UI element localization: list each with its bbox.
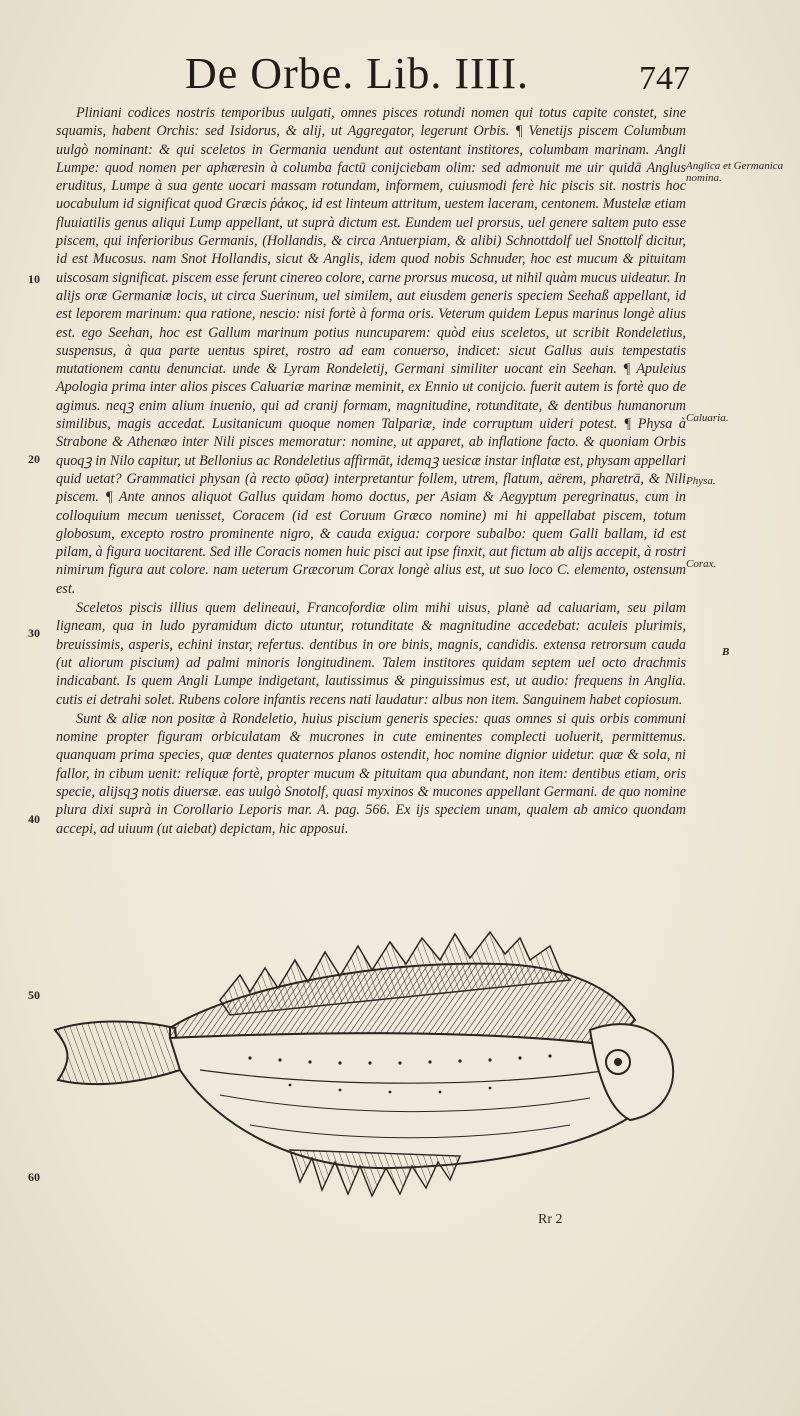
margin-note-names: Anglica et Germanica nomina. [686,160,784,184]
margin-note-corax: Corax. [686,558,717,570]
margin-note-caluaria: Caluaria. [686,412,729,424]
line-number-10: 10 [28,272,40,286]
body-text [56,104,686,838]
ventral-fin [290,1150,460,1196]
line-number-30: 30 [28,626,40,640]
margin-note-physa: Physa. [686,475,716,487]
line-number-60: 60 [28,1170,40,1184]
page-number: 747 [639,60,690,97]
paragraph-3: Sunt & aliæ non positæ à Rondeletio, huius piscium generis species: quas omnes si quis orbis communi nomine propter figuram orbiculatam & mucrones in cute eminentes complecti uoluerit, permittemus. quanquam prima species, quæ dentes quaternos planos ostendit, hoc nomine dignior uidetur. quæ & sola, ni fallor, in cibum uenit: reliquæ fortè, propter mucum & pituitam qua abundant, non item: dentibus etiam, oris specie, alijsqꝫ notis diuersæ. eas uulgò Snotolf, quasi myxinos & mucones appellant Germani. de quo nomine plura dixi suprà in Corollario Leporis mar. A. pag. 566. Ex ijs speciem unam, qualem ab amico quondam accepi, ad uiuum (ut aiebat) depictam, hic apposui. [56,710,686,837]
fish-tail [55,1022,180,1085]
margin-note-section-b: B [722,646,730,658]
line-number-50: 50 [28,988,40,1002]
fish-woodcut-illustration [50,920,690,1220]
paragraph-2: Sceletos piscis illius quem delineaui, Francofordiæ olim mihi uisus, planè ad caluariam, seu pilam ligneam, qua in ludo pyramidum dicto utuntur, rotunditate & magnitudine accedebat: aculeis plurimis, breuissimis, asperis, echini instar, refertus. dentibus in ore binis, magnis, candidis. extensa retrorsum cauda (ut aliorum piscium) ad palmi minoris longitudinem. Talem institores quidam septem uel octo drachmis indicabant. Is quem Angli Lumpe indigetant, lautissimus & pinguissimus est, ut audio: frequens in Anglia. cutis ei detrahi solet. Rubens colore infantis recens nati laudatur: albus non item. Sanguinem habet copiosum. [56,600,686,708]
signature-mark: Rr 2 [538,1212,563,1227]
running-head: De Orbe. Lib. IIII. [185,49,529,98]
paragraph-1: Pliniani codices nostris temporibus uulgati, omnes pisces rotundi nomen qui totus capite constet, sine squamis, habent Orchis: sed Isidorus, & alij, ut Aggregator, legerunt Orbis. ¶ Venetijs piscem Columbum uulgò nominant: & qui sceletos in Germania uendunt aut ostentant institores, columbam marinam. Angli Lumpe: quod nomen per aphæresin à columba factū conijciebam olim: sed admonuit me uir quidā Anglus eruditus, Lumpe à sua gente uocari massam rotundam, informem, cuiusmodi ferè hic piscis sit. nostris hoc uocabulum id significat quod Græcis ῥάκος, id est linteum attritum, uestem laceram, centonem. Mustelæ etiam fluuiatilis genus aliqui Lump appellant, ut suprà dictum est. Eundem uel prorsus, uel genere saltem puto esse piscem, qui inferioribus Germanis, (Hollandis, & circa Antuerpiam, & alibi) Schnottdolf uel Snottolf dicitur, id est Mucosus. nam Snot Hollandis, sicut & Anglis, idem quod nobis Schnuder, hoc est mucum & pituitam uiscosam significat. piscem esse ferunt cinereo colore, carne prorsus mucosa, ut nihil quàm mucus uideatur. In alijs oræ Germaniæ locis, ut circa Suerinum, uel similem, aut eiusdem generis speciem Seehaß appellant, id est leporem marinum: qua ratione, nescio: nisi fortè à forma oris. Veterum quidem Lepus marinus longè alius est. ego Seehan, hoc est Gallum marinum potius nuncuparem: quòd eius sceletos, ut scribit Rondeletius, suspensus, à qua parte uentus spiret, rostro ad eam conuerso, indicet: sicut Gallus auis tempestatis mutationem cantu denunciat. unde & Lyram Rondeletij, Germani similiter uocant ein Seehan. ¶ Apuleius Apologia prima inter alios pisces Caluariæ marinæ meminit, ex Ennio ut conijcio. fuerit autem is fortè quo de agimus. neqꝫ enim alium inuenio, qui ad cranij formam, magnitudine, rotunditate, & dentibus humanorum similibus, magis accedat. Lusitanicum quoque nomen Talpariæ, inde corruptum uideri potest. ¶ Physa à Strabone & Athenæo inter Nili pisces memoratur: nomine, ut apparet, ab inflatione facto. & quoniam Orbis quoqꝫ in Nilo capitur, ut Bellonius ac Rondeletius affirmāt, idemqꝫ uesicæ instar inflatæ est, physam appellari quid uetat? Grammatici physan (à recto φῦσα) interpretantur follem, utrem, flatum, aërem, pharetrā, & Nili piscem. ¶ Ante annos aliquot Gallus quidam homo doctus, per Asiam & Aegyptum peregrinatus, cum in colloquium mecum uenisset, Coracem (id est Coruum Græco nomine) mi hi appellabat piscem, totum globosum, excepto rostro prominente nigro, & cauda exigua: corpore subalbo: quem Galli ballam, id est pilam, à figura uocitarent. Sed ille Coracis nomen huic pisci aut ipse finxit, aut fictum ab alijs accepit, à rostri nimirum figura aut colore. nam ueterum Græcorum Corax longè alius est, ut suo loco C. elemento, ostensum est. [56,105,686,597]
line-number-20: 20 [28,452,40,466]
line-number-40: 40 [28,812,40,826]
